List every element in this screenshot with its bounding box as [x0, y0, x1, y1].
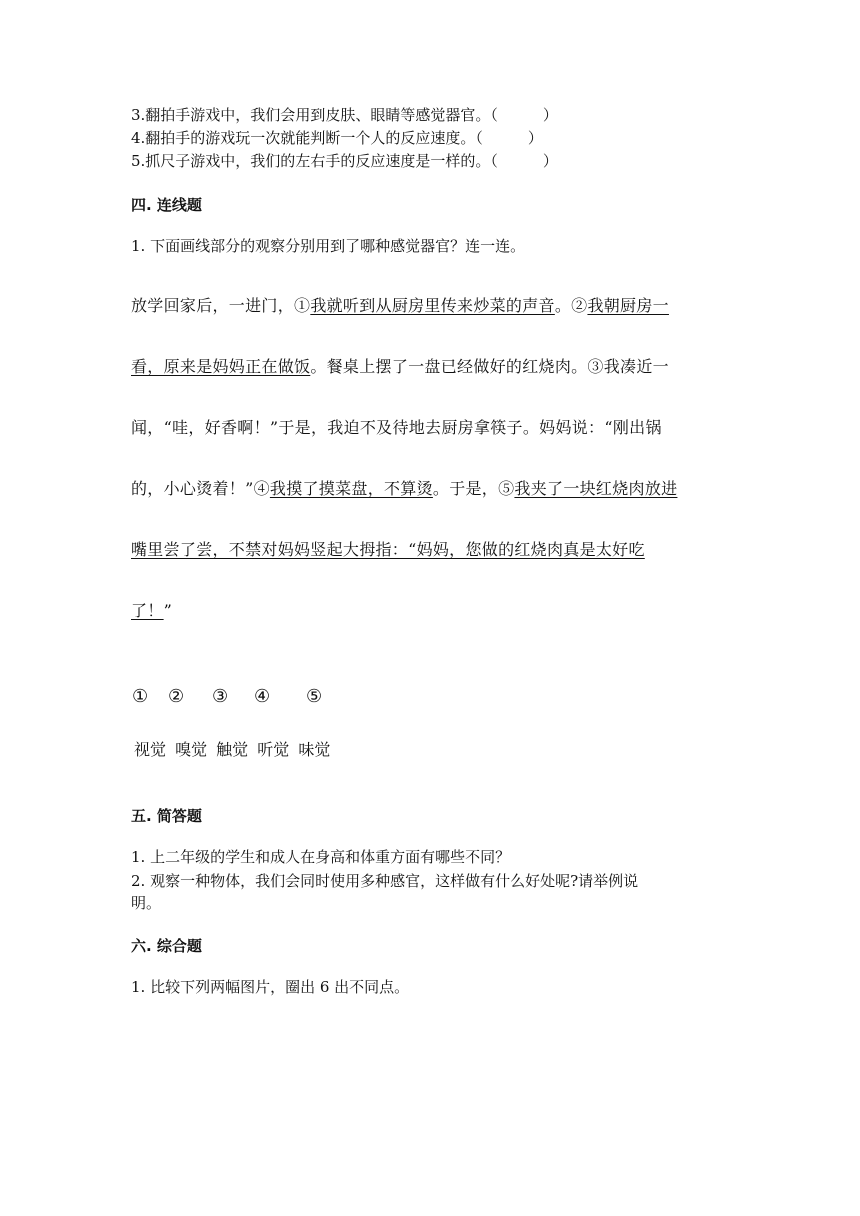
- underlined-observation-5-cont: 嘴里尝了尝，不禁对妈妈竖起大拇指：“妈妈，您做的红烧肉真是太好吃: [131, 540, 645, 559]
- underlined-observation-2: 我朝厨房一: [587, 296, 669, 315]
- passage-line-3: 闻，“哇，好香啊！”于是，我迫不及待地去厨房拿筷子。妈妈说：“刚出锅: [131, 418, 662, 437]
- section-6-question-1: 1. 比较下列两幅图片，圈出 6 出不同点。: [131, 978, 410, 996]
- passage-line-2: 看，原来是妈妈正在做饭。餐桌上摆了一盘已经做好的红烧肉。③我凑近一: [131, 357, 669, 376]
- circle-number-3: ③: [212, 686, 229, 707]
- circle-number-5: ⑤: [306, 686, 323, 707]
- passage-line-6: 了！”: [131, 601, 173, 620]
- section-4-question-1: 1. 下面画线部分的观察分别用到了哪种感觉器官？连一连。: [131, 237, 526, 255]
- section-5-question-2-cont: 明。: [131, 894, 162, 912]
- underlined-observation-4: 我摸了摸菜盘，不算烫: [269, 479, 433, 498]
- passage-line-1: 放学回家后，一进门，①我就听到从厨房里传来炒菜的声音。②我朝厨房一: [131, 296, 669, 315]
- passage-line-5: [131, 540, 645, 560]
- passage-line-4: 的，小心烫着！”④我摸了摸菜盘，不算烫。于是，⑤我夹了一块红烧肉放进: [131, 479, 678, 498]
- section-6-title: 六. 综合题: [131, 937, 202, 955]
- section-4-title: 四. 连线题: [131, 196, 202, 214]
- tf-question-4: 4.翻拍手的游戏玩一次就能判断一个人的反应速度。（ ）: [131, 129, 543, 147]
- underlined-observation-5-end: 了！: [131, 601, 164, 620]
- tf-question-5: 5.抓尺子游戏中，我们的左右手的反应速度是一样的。（ ）: [131, 152, 558, 170]
- section-5-question-2: 2. 观察一种物体，我们会同时使用多种感官，这样做有什么好处呢?请举例说: [131, 872, 639, 890]
- underlined-observation-5: 我夹了一块红烧肉放进: [514, 479, 678, 498]
- underlined-observation-2-cont: 看，原来是妈妈正在做饭: [131, 357, 311, 376]
- sense-options: 视觉 嗅觉 触觉 听觉 味觉: [134, 740, 331, 759]
- circle-number-4: ④: [254, 686, 271, 707]
- tf-question-3: 3.翻拍手游戏中，我们会用到皮肤、眼睛等感觉器官。（ ）: [131, 106, 558, 124]
- circle-number-2: ②: [168, 686, 185, 707]
- section-5-question-1: 1. 上二年级的学生和成人在身高和体重方面有哪些不同？: [131, 848, 511, 866]
- circle-number-1: ①: [132, 686, 149, 707]
- underlined-observation-1: 我就听到从厨房里传来炒菜的声音: [310, 296, 555, 315]
- section-5-title: 五. 简答题: [131, 807, 202, 825]
